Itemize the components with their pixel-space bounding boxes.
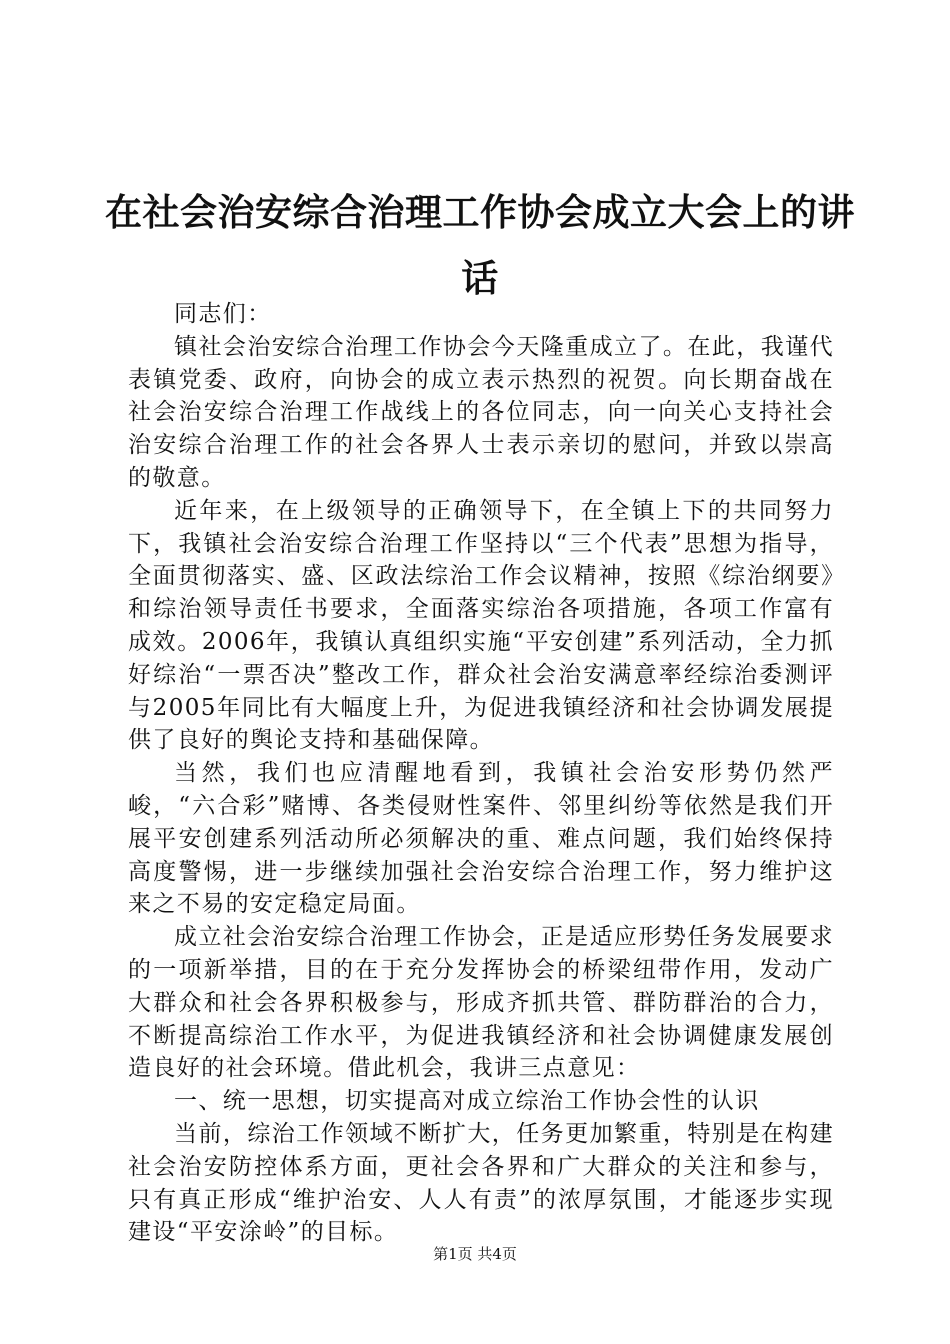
salutation: 同志们： <box>174 301 272 327</box>
paragraph: 当然，我们也应清醒地看到，我镇社会治安形势仍然严峻，“六合彩”赌博、各类侵财性案件、邻里纠纷等依然是我们开展平安创建系列活动所必须解决的重、难点问题，我们始终保持高度警惕，进一步继续加强社会治安综合治理工作，努力维护这来之不易的安定稳定局面。 <box>128 760 834 918</box>
document-body <box>128 298 834 1249</box>
paragraph: 成立社会治安综合治理工作协会，正是适应形势任务发展要求的一项新举措，目的在于充分发挥协会的桥梁纽带作用，发动广大群众和社会各界积极参与，形成齐抓共管、群防群治的合力，不断提高综治工作水平，为促进我镇经济和社会协调健康发展创造良好的社会环境。借此机会，我讲三点意见： <box>128 924 834 1082</box>
page-footer: 第1页 共4页 <box>433 1245 517 1263</box>
paragraph: 当前，综治工作领域不断扩大，任务更加繁重，特别是在构建社会治安防控体系方面，更社会各界和广大群众的关注和参与，只有真正形成“维护治安、人人有责”的浓厚氛围，才能逐步实现建设“平安涂岭”的目标。 <box>128 1120 834 1246</box>
paragraph: 镇社会治安综合治理工作协会今天隆重成立了。在此，我谨代表镇党委、政府，向协会的成立表示热烈的祝贺。向长期奋战在社会治安综合治理工作战线上的各位同志，向一向关心支持社会治安综合治理工作的社会各界人士表示亲切的慰问，并致以崇高的敬意。 <box>128 333 834 491</box>
document-title: 在社会治安综合治理工作协会成立大会上的讲话 <box>105 191 855 300</box>
section-heading: 一、统一思想，切实提高对成立综治工作协会性的认识 <box>174 1088 760 1115</box>
paragraph: 近年来，在上级领导的正确领导下，在全镇上下的共同努力下，我镇社会治安综合治理工作坚持以“三个代表”思想为指导，全面贯彻落实、盛、区政法综治工作会议精神，按照《综治纲要》和综治领导责任书要求，全面落实综治各项措施，各项工作富有成效。2006年，我镇认真组织实施“平安创建”系列活动，全力抓好综治“一票否决”整改工作，群众社会治安满意率经综治委测评与2005年同比有大幅度上升，为促进我镇经济和社会协调发展提供了良好的舆论支持和基础保障。 <box>128 497 834 754</box>
